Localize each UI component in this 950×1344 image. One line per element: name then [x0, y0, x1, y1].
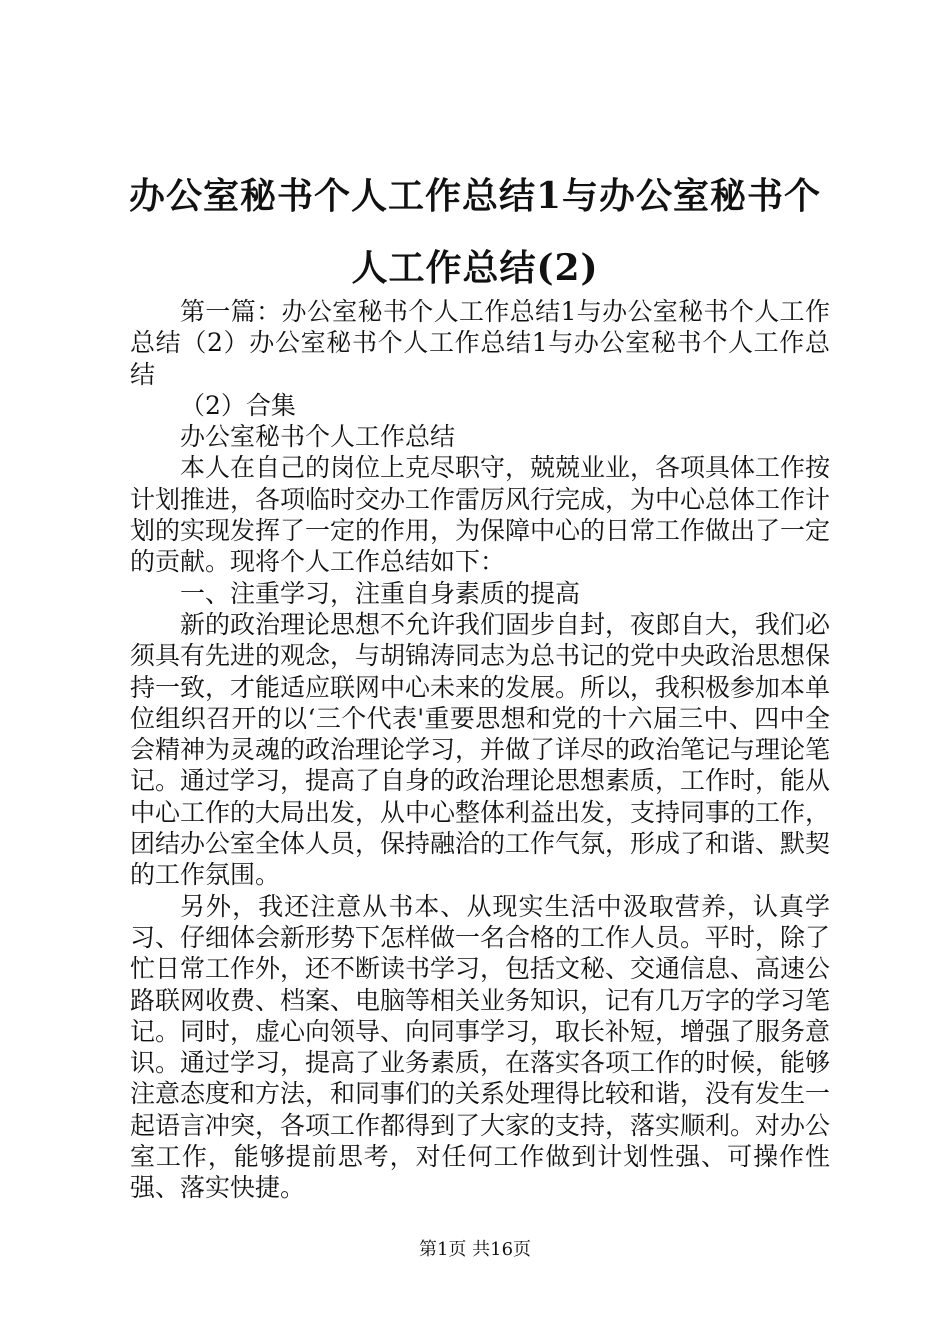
paragraph-additional: 另外，我还注意从书本、从现实生活中汲取营养，认真学习、仔细体会新形势下怎样做一名合格的工作人员。平时，除了忙日常工作外，还不断读书学习，包括文秘、交通信息、高速公路联网收费、档案、电脑等相关业务知识，记有几万字的学习笔记。同时，虚心向领导、向同事学习，取长补短，增强了服务意识。通过学习，提高了业务素质，在落实各项工作的时候，能够注意态度和方法，和同事们的关系处理得比较和谐，没有发生一起语言冲突，各项工作都得到了大家的支持，落实顺利。对办公室工作，能够提前思考，对任何工作做到计划性强、可操作性强、落实快捷。	[130, 891, 831, 1203]
page-footer: 第1页 共16页	[418, 1239, 532, 1260]
document-title: 办公室秘书个人工作总结1与办公室秘书个人工作总结(2)	[128, 175, 822, 289]
section-heading-1: 一、注重学习，注重自身素质的提高	[180, 578, 581, 608]
document-body	[130, 296, 830, 1204]
paragraph-subtitle: 办公室秘书个人工作总结	[180, 422, 456, 452]
paragraph-collection: （2）合集	[180, 390, 296, 420]
paragraph-intro: 第一篇：办公室秘书个人工作总结1与办公室秘书个人工作总结（2）办公室秘书个人工作总结1与办公室秘书个人工作总结	[130, 297, 830, 389]
paragraph-study: 新的政治理论思想不允许我们固步自封，夜郎自大，我们必须具有先进的观念，与胡锦涛同志为总书记的党中央政治思想保持一致，才能适应联网中心未来的发展。所以，我积极参加本单位组织召开的以‘三个代表'重要思想和党的十六届三中、四中全会精神为灵魂的政治理论学习，并做了详尽的政治笔记与理论笔记。通过学习，提高了自身的政治理论思想素质，工作时，能从中心工作的大局出发，从中心整体利益出发，支持同事的工作，团结办公室全体人员，保持融洽的工作气氛，形成了和谐、默契的工作氛围。	[130, 609, 831, 890]
paragraph-opening: 本人在自己的岗位上克尽职守，兢兢业业，各项具体工作按计划推进，各项临时交办工作雷厉风行完成，为中心总体工作计划的实现发挥了一定的作用，为保障中心的日常工作做出了一定的贡献。现将个人工作总结如下：	[130, 453, 831, 577]
